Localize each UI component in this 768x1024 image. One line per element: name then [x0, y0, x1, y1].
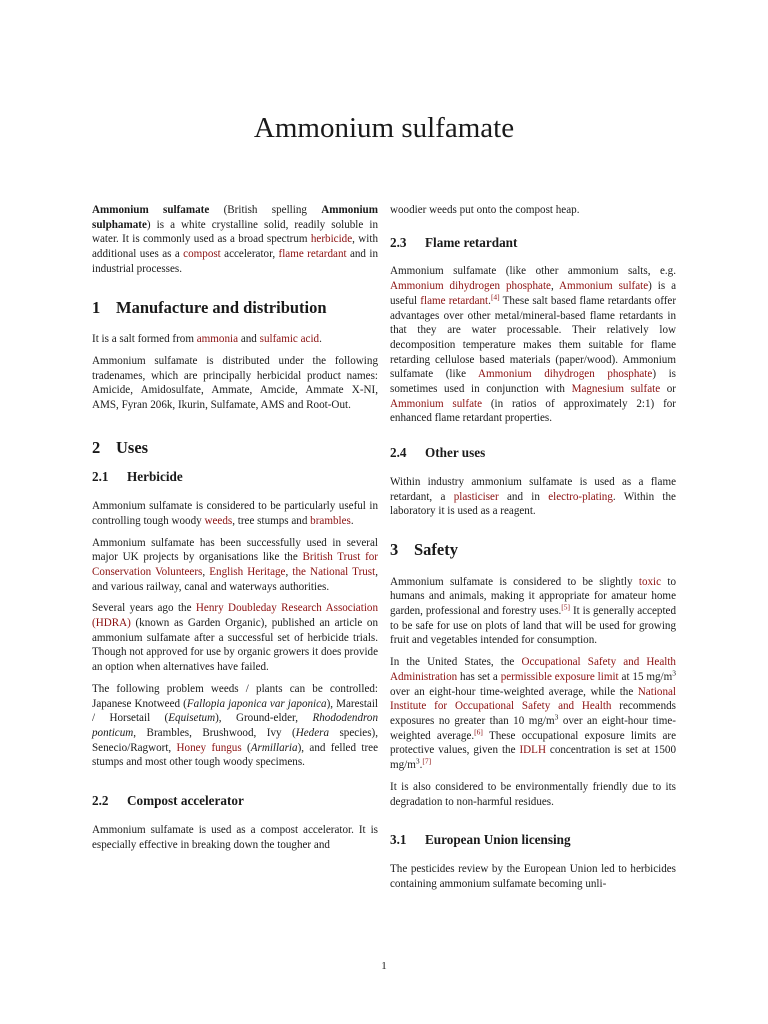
link-toxic[interactable]: toxic	[638, 575, 662, 588]
link-ammonium-dihydrogen-phosphate[interactable]: Ammonium dihydrogen phosphate	[390, 280, 551, 293]
text: and in	[498, 490, 549, 503]
heading-eu-licensing	[390, 833, 676, 848]
paragraph	[390, 655, 676, 773]
text: species), Senecio/Ragwort,	[92, 726, 378, 754]
link-herbicide[interactable]: herbicide	[310, 233, 353, 246]
text: or	[660, 383, 676, 396]
heading-manufacture	[92, 297, 378, 317]
text: Ammonium sulfamate has been successfully used in several major UK projects by organisations like the	[92, 536, 378, 564]
section-number: 3.1	[390, 832, 407, 848]
superscript: 3	[415, 756, 420, 766]
text: (British spelling	[209, 204, 322, 216]
text: .	[419, 759, 423, 772]
left-column	[92, 203, 378, 859]
paragraph	[92, 536, 378, 595]
link-flame-retardant[interactable]: flame retardant	[278, 248, 347, 261]
text: , Brambles, Brushwood, Ivy (	[133, 726, 296, 739]
paragraph: Ammonium sulfamate is distributed under the following tradenames, which are principally herbicidal product names: Amicide, Amidosulfate, Ammate, Amcide, Ammate X-NI, AMS, Fyran 206k, Ikurin, Sulfamate, AMS and Root-Out.	[92, 354, 378, 412]
ref-4[interactable]: [4]	[490, 292, 500, 302]
text: (known as Garden Organic), published an article on ammonium sulfamate after a successful set of herbicide trials. Though not approved for use by organic growers it does provide an option when alternatives have failed.	[92, 617, 378, 674]
heading-other-uses	[390, 446, 676, 461]
text: Within industry ammonium sulfamate is used as a flame retardant, a	[390, 475, 676, 503]
text: .	[350, 514, 354, 527]
text: .	[488, 294, 491, 307]
link-idlh[interactable]: IDLH	[519, 744, 546, 757]
link-weeds[interactable]: weeds	[204, 514, 233, 527]
section-title: Safety	[414, 539, 458, 559]
link-ammonia[interactable]: ammonia	[196, 333, 239, 346]
paragraph: woodier weeds put onto the compost heap.	[390, 204, 580, 216]
bold-term: Ammonium sulfamate	[92, 204, 210, 216]
link-compost[interactable]: compost	[183, 248, 221, 261]
intro-paragraph	[92, 203, 378, 277]
heading-uses	[92, 437, 378, 457]
link-ammonium-sulfate[interactable]: Ammonium sulfate	[390, 397, 483, 410]
section-number: 3	[390, 539, 399, 559]
section-number: 2.3	[390, 234, 407, 250]
ref-5[interactable]: [5]	[561, 602, 571, 612]
section-title: Manufacture and distribution	[116, 297, 327, 317]
text: ) is sometimes used in conjunction with	[390, 368, 677, 396]
text: Ammonium sulfamate is considered to be slightly	[390, 575, 639, 588]
italic-term: Armillaria	[250, 741, 298, 754]
section-number: 2.2	[92, 793, 109, 809]
paragraph	[390, 264, 676, 426]
text: over an eight-hour time-weighted average, while the	[390, 685, 638, 698]
text: In the United States, the	[390, 656, 522, 669]
text: ), Marestail / Horsetail (	[92, 697, 378, 725]
text: , with additional uses as a	[92, 233, 378, 261]
text: Several years ago the	[92, 602, 196, 615]
section-number: 2.1	[92, 469, 109, 485]
text: ), and felled tree stumps and most other tough woody specimens.	[92, 741, 378, 769]
ref-6[interactable]: [6]	[474, 727, 483, 736]
link-magnesium-sulfate[interactable]: Magnesium sulfate	[571, 383, 661, 396]
text: ,	[550, 280, 560, 293]
text: , and various railway, canal and waterways authorities.	[92, 565, 378, 593]
section-title: Flame retardant	[425, 234, 518, 250]
text: These salt based flame retardants offer advantages over other metal/mineral-based flame retardants in that they are water processable. Their relatively low decomposition temperature makes them suitable for flame retarding cellulose based materials (paper/wood). Ammonium sulfamate (like	[390, 294, 677, 381]
right-column	[390, 203, 676, 898]
heading-compost-accelerator	[92, 794, 378, 809]
link-btcv[interactable]: British Trust for Conservation Volunteers	[92, 551, 379, 578]
link-permissible-exposure-limit[interactable]: permissible exposure limit	[500, 670, 619, 683]
text: ), Ground-elder,	[215, 712, 313, 725]
text: and	[238, 333, 260, 346]
link-niosh[interactable]: National Institute for Occupational Safety and Health	[390, 685, 676, 713]
text: .	[319, 333, 322, 346]
paragraph: It is also considered to be environmentally friendly due to its degradation to non-harmful residues.	[390, 780, 676, 808]
text: at 15 mg/m	[618, 670, 673, 683]
heading-safety	[390, 539, 676, 559]
paragraph: The pesticides review by the European Union led to herbicides containing ammonium sulfamate becoming unli-	[390, 862, 676, 890]
paragraph	[390, 475, 676, 519]
section-title: European Union licensing	[425, 832, 571, 848]
text: . Within the laboratory it is used as a reagent.	[390, 490, 676, 518]
italic-term: Hedera	[295, 726, 329, 739]
page-title: Ammonium sulfamate	[253, 112, 515, 144]
bold-term: Ammonium sulphamate	[92, 204, 378, 231]
text: It is generally accepted to be safe for use on plots of land that will be used for growing fruit and vegetables intended for consumption.	[390, 605, 677, 647]
section-title: Uses	[116, 437, 149, 457]
link-flame-retardant[interactable]: flame retardant	[420, 294, 489, 307]
text: ) is a useful	[390, 280, 676, 307]
heading-herbicide	[92, 470, 378, 485]
italic-term: Equisetum	[168, 712, 216, 725]
section-title: Other uses	[425, 445, 486, 461]
paragraph	[92, 332, 378, 347]
text: accelerator,	[220, 248, 279, 261]
text: concentration is set at 1500 mg/m	[390, 744, 677, 772]
text: (	[241, 741, 251, 754]
section-number: 2	[92, 437, 101, 457]
link-ammonium-dihydrogen-phosphate[interactable]: Ammonium dihydrogen phosphate	[478, 368, 653, 381]
text: , tree stumps and	[232, 514, 311, 527]
page-number: 1	[381, 960, 387, 972]
section-number: 1	[92, 297, 101, 317]
text: ) is a white crystalline solid, readily soluble in water. It is commonly used as a broad spectrum	[92, 218, 378, 246]
paragraph	[92, 499, 378, 528]
heading-flame-retardant	[390, 236, 676, 251]
text: These occupational exposure limits are protective values, given the	[390, 729, 676, 757]
link-brambles[interactable]: brambles	[310, 514, 351, 527]
text: ,	[285, 565, 293, 578]
link-ammonium-sulfate[interactable]: Ammonium sulfate	[559, 280, 649, 293]
link-electro-plating[interactable]: electro-plating	[548, 490, 613, 503]
link-plasticiser[interactable]: plasticiser	[453, 490, 499, 503]
text: Ammonium sulfamate (like other ammonium salts, e.g.	[390, 265, 676, 278]
link-english-heritage[interactable]: English Heritage	[209, 565, 286, 578]
italic-term: Rhododendron ponticum	[92, 712, 378, 739]
text: It is a salt formed from	[92, 333, 197, 346]
section-title: Herbicide	[127, 469, 183, 485]
link-hdra[interactable]: Henry Doubleday Research Association (HDRA)	[92, 602, 378, 630]
link-sulfamic-acid[interactable]: sulfamic acid	[259, 333, 320, 346]
section-number: 2.4	[390, 445, 407, 461]
superscript: 3	[554, 712, 559, 722]
italic-term: Fallopia japonica var japonica	[186, 697, 327, 710]
ref-7[interactable]: [7]	[422, 756, 432, 766]
paragraph	[390, 575, 676, 649]
link-national-trust[interactable]: the National Trust	[292, 565, 376, 578]
text: to humans and animals, making it appropriate for amateur home garden, professional and forestry uses.	[390, 575, 677, 618]
text: Ammonium sulfamate is considered to be particularly useful in controlling tough woody	[92, 500, 378, 527]
text: The following problem weeds / plants can be controlled: Japanese Knotweed (	[92, 682, 378, 710]
section-title: Compost accelerator	[127, 793, 244, 809]
paragraph	[92, 601, 378, 675]
text: recommends exposures no greater than 10 mg/m	[390, 700, 676, 727]
paragraph	[92, 682, 378, 770]
link-osha[interactable]: Occupational Safety and Health Administration	[390, 656, 676, 683]
text: ,	[202, 565, 210, 578]
text: over an eight-hour time-weighted average.	[390, 714, 676, 742]
text: (in ratios of approximately 2:1) for enhanced flame retardant properties.	[390, 397, 677, 425]
link-honey-fungus[interactable]: Honey fungus	[176, 741, 242, 754]
superscript: 3	[672, 668, 677, 678]
text: and in industrial processes.	[92, 248, 378, 275]
paragraph: Ammonium sulfamate is used as a compost accelerator. It is especially effective in breaking down the tougher and	[92, 823, 378, 851]
text: has set a	[457, 670, 501, 683]
